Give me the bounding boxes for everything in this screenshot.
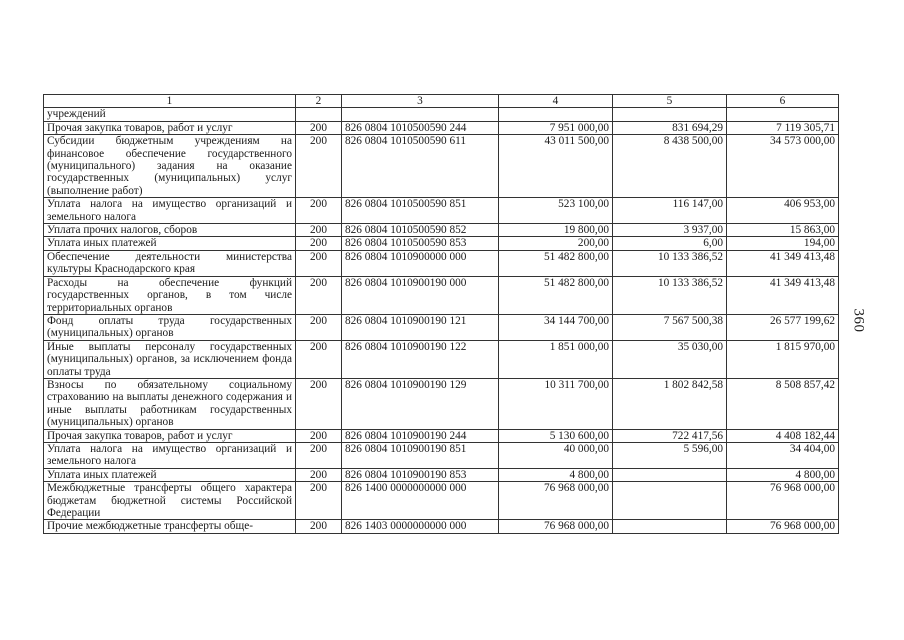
- row-kbk-cell: 826 1400 0000000000 000: [342, 482, 499, 520]
- row-executed-cell: 8 438 500,00: [613, 135, 727, 198]
- row-executed-cell: 116 147,00: [613, 198, 727, 224]
- row-name-cell: Иные выплаты персоналу государственных (муниципальных) органов, за исключением фонда оплаты труда: [44, 340, 296, 378]
- row-code-cell: 200: [296, 468, 342, 481]
- row-approved-cell: 51 482 800,00: [499, 250, 613, 276]
- table-row: [44, 237, 839, 250]
- row-name-cell: Уплата прочих налогов, сборов: [44, 224, 296, 237]
- row-approved-cell: 34 144 700,00: [499, 314, 613, 340]
- row-executed-cell: [613, 520, 727, 533]
- table-row: [44, 250, 839, 276]
- budget-table: [43, 94, 839, 534]
- table-row: [44, 224, 839, 237]
- table-row: [44, 314, 839, 340]
- row-code-cell: 200: [296, 198, 342, 224]
- row-approved-cell: 10 311 700,00: [499, 378, 613, 429]
- row-kbk-cell: 826 0804 1010900190 244: [342, 429, 499, 442]
- row-remaining-cell: 406 953,00: [727, 198, 839, 224]
- table-row: [44, 135, 839, 198]
- row-remaining-cell: 41 349 413,48: [727, 276, 839, 314]
- row-approved-cell: 40 000,00: [499, 442, 613, 468]
- row-kbk-cell: 826 0804 1010500590 611: [342, 135, 499, 198]
- row-code-cell: 200: [296, 482, 342, 520]
- row-executed-cell: 5 596,00: [613, 442, 727, 468]
- row-executed-cell: 3 937,00: [613, 224, 727, 237]
- row-approved-cell: 5 130 600,00: [499, 429, 613, 442]
- row-name-cell: Фонд оплаты труда государственных (муниципальных) органов: [44, 314, 296, 340]
- table-header-row: [44, 95, 839, 108]
- row-name-cell: Прочая закупка товаров, работ и услуг: [44, 121, 296, 134]
- column-header: 5: [613, 95, 727, 108]
- row-code-cell: 200: [296, 121, 342, 134]
- row-executed-cell: 6,00: [613, 237, 727, 250]
- row-name-cell: Прочие межбюджетные трансферты обще-: [44, 520, 296, 533]
- row-name-cell: Уплата иных платежей: [44, 237, 296, 250]
- column-header: 4: [499, 95, 613, 108]
- table-row: [44, 340, 839, 378]
- row-executed-cell: 7 567 500,38: [613, 314, 727, 340]
- row-name-cell: Обеспечение деятельности министерства культуры Краснодарского края: [44, 250, 296, 276]
- row-code-cell: 200: [296, 224, 342, 237]
- row-executed-cell: 1 802 842,58: [613, 378, 727, 429]
- row-remaining-cell: 76 968 000,00: [727, 520, 839, 533]
- table-row: [44, 198, 839, 224]
- table-row: [44, 378, 839, 429]
- row-remaining-cell: 7 119 305,71: [727, 121, 839, 134]
- table-row: [44, 468, 839, 481]
- table-row: [44, 108, 839, 121]
- row-kbk-cell: [342, 108, 499, 121]
- row-approved-cell: 76 968 000,00: [499, 482, 613, 520]
- row-executed-cell: [613, 468, 727, 481]
- row-code-cell: 200: [296, 429, 342, 442]
- row-code-cell: [296, 108, 342, 121]
- row-kbk-cell: 826 0804 1010900000 000: [342, 250, 499, 276]
- row-approved-cell: 43 011 500,00: [499, 135, 613, 198]
- row-executed-cell: 10 133 386,52: [613, 276, 727, 314]
- row-kbk-cell: 826 0804 1010500590 852: [342, 224, 499, 237]
- page-number: 360: [850, 308, 867, 333]
- row-name-cell: Взносы по обязательному социальному страхованию на выплаты денежного содержания и иные выплаты работникам государственных (муниципальных) органов: [44, 378, 296, 429]
- row-remaining-cell: 34 404,00: [727, 442, 839, 468]
- row-remaining-cell: 194,00: [727, 237, 839, 250]
- row-approved-cell: 51 482 800,00: [499, 276, 613, 314]
- table-row: [44, 520, 839, 533]
- table-row: [44, 429, 839, 442]
- column-header: 1: [44, 95, 296, 108]
- row-remaining-cell: 76 968 000,00: [727, 482, 839, 520]
- row-remaining-cell: 34 573 000,00: [727, 135, 839, 198]
- row-remaining-cell: 4 408 182,44: [727, 429, 839, 442]
- row-name-cell: Прочая закупка товаров, работ и услуг: [44, 429, 296, 442]
- row-name-cell: Уплата налога на имущество организаций и земельного налога: [44, 198, 296, 224]
- row-code-cell: 200: [296, 378, 342, 429]
- row-name-cell: Субсидии бюджетным учреждениям на финансовое обеспечение государственного (муниципального) задания на оказание государственных (муниципальных) услуг (выполнение работ): [44, 135, 296, 198]
- row-approved-cell: 523 100,00: [499, 198, 613, 224]
- row-code-cell: 200: [296, 442, 342, 468]
- row-name-cell: Межбюджетные трансферты общего характера бюджетам бюджетной системы Российской Федерации: [44, 482, 296, 520]
- row-remaining-cell: 1 815 970,00: [727, 340, 839, 378]
- row-remaining-cell: 26 577 199,62: [727, 314, 839, 340]
- table-row: [44, 442, 839, 468]
- row-kbk-cell: 826 0804 1010900190 000: [342, 276, 499, 314]
- row-code-cell: 200: [296, 340, 342, 378]
- row-approved-cell: 200,00: [499, 237, 613, 250]
- table-row: [44, 121, 839, 134]
- row-approved-cell: 4 800,00: [499, 468, 613, 481]
- row-kbk-cell: 826 0804 1010500590 853: [342, 237, 499, 250]
- row-remaining-cell: [727, 108, 839, 121]
- row-code-cell: 200: [296, 520, 342, 533]
- column-header: 3: [342, 95, 499, 108]
- row-kbk-cell: 826 0804 1010900190 129: [342, 378, 499, 429]
- row-kbk-cell: 826 0804 1010900190 853: [342, 468, 499, 481]
- row-approved-cell: 76 968 000,00: [499, 520, 613, 533]
- row-executed-cell: 722 417,56: [613, 429, 727, 442]
- row-executed-cell: [613, 482, 727, 520]
- row-name-cell: учреждений: [44, 108, 296, 121]
- row-name-cell: Уплата налога на имущество организаций и земельного налога: [44, 442, 296, 468]
- row-kbk-cell: 826 0804 1010500590 244: [342, 121, 499, 134]
- row-kbk-cell: 826 0804 1010900190 121: [342, 314, 499, 340]
- table-row: [44, 482, 839, 520]
- row-approved-cell: [499, 108, 613, 121]
- row-approved-cell: 19 800,00: [499, 224, 613, 237]
- row-approved-cell: 1 851 000,00: [499, 340, 613, 378]
- row-remaining-cell: 4 800,00: [727, 468, 839, 481]
- row-code-cell: 200: [296, 237, 342, 250]
- row-kbk-cell: 826 1403 0000000000 000: [342, 520, 499, 533]
- row-executed-cell: 35 030,00: [613, 340, 727, 378]
- row-code-cell: 200: [296, 276, 342, 314]
- row-code-cell: 200: [296, 135, 342, 198]
- row-code-cell: 200: [296, 250, 342, 276]
- table-row: [44, 276, 839, 314]
- row-kbk-cell: 826 0804 1010500590 851: [342, 198, 499, 224]
- row-name-cell: Уплата иных платежей: [44, 468, 296, 481]
- row-executed-cell: 831 694,29: [613, 121, 727, 134]
- row-code-cell: 200: [296, 314, 342, 340]
- row-executed-cell: [613, 108, 727, 121]
- column-header: 2: [296, 95, 342, 108]
- row-remaining-cell: 41 349 413,48: [727, 250, 839, 276]
- column-header: 6: [727, 95, 839, 108]
- row-name-cell: Расходы на обеспечение функций государственных органов, в том числе территориальных органов: [44, 276, 296, 314]
- row-kbk-cell: 826 0804 1010900190 851: [342, 442, 499, 468]
- row-executed-cell: 10 133 386,52: [613, 250, 727, 276]
- row-remaining-cell: 15 863,00: [727, 224, 839, 237]
- row-kbk-cell: 826 0804 1010900190 122: [342, 340, 499, 378]
- row-remaining-cell: 8 508 857,42: [727, 378, 839, 429]
- row-approved-cell: 7 951 000,00: [499, 121, 613, 134]
